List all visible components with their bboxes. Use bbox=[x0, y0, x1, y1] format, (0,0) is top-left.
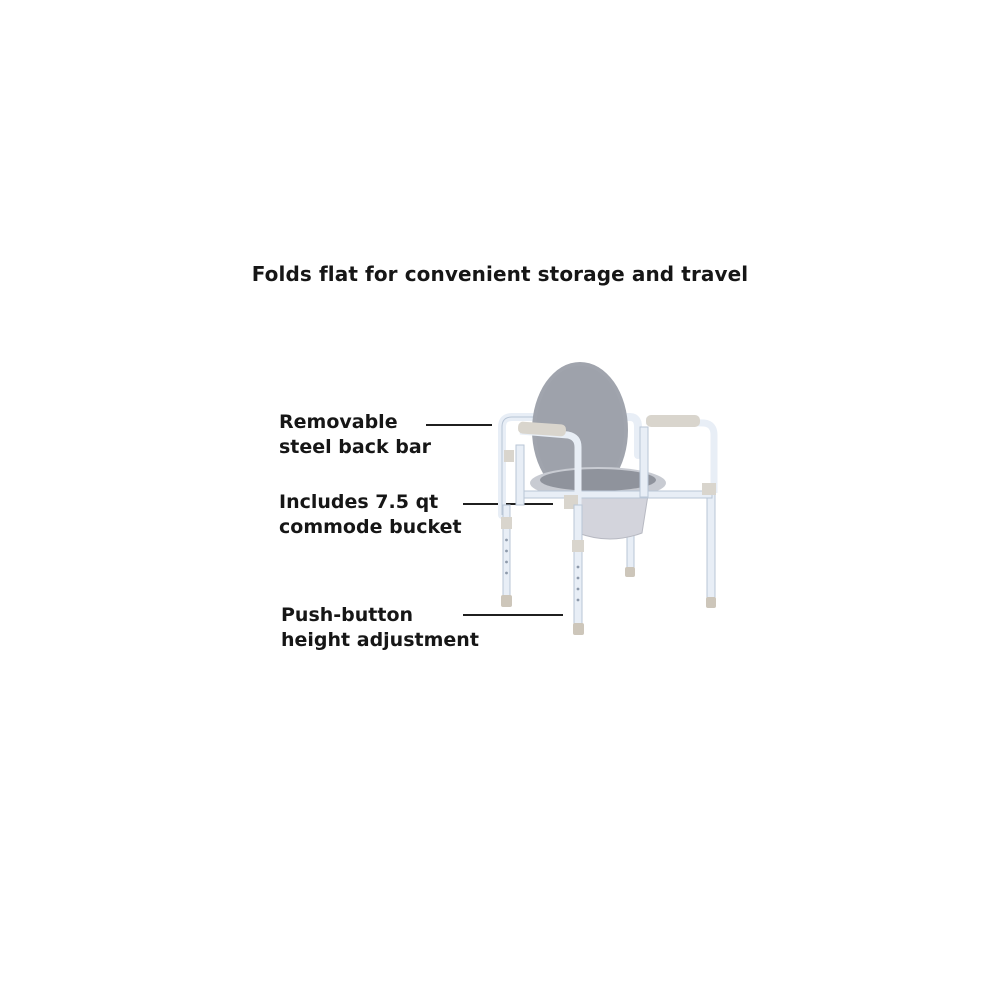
front-legs bbox=[503, 505, 582, 630]
callout-bucket-line1: Includes 7.5 qt bbox=[279, 491, 439, 513]
callout-height-line2: height adjustment bbox=[281, 629, 479, 651]
headline: Folds flat for convenient storage and travel bbox=[251, 262, 749, 286]
foot-back-left bbox=[625, 567, 635, 577]
callout-back-bar-line1: Removable bbox=[279, 411, 398, 433]
callout-back-bar bbox=[279, 410, 431, 460]
callout-height-line1: Push-button bbox=[281, 604, 414, 626]
callout-bucket bbox=[279, 490, 462, 540]
foot-front-right bbox=[573, 623, 584, 635]
joint-right bbox=[702, 483, 716, 495]
callout-back-bar-line2: steel back bar bbox=[279, 436, 432, 458]
foot-back-right bbox=[706, 597, 716, 608]
joint-left bbox=[504, 450, 514, 462]
commode-chair-illustration bbox=[480, 355, 740, 645]
leg-collar-left bbox=[501, 517, 512, 529]
commode-bucket bbox=[572, 495, 648, 539]
foot-front-left bbox=[501, 595, 512, 607]
callout-height-adjustment bbox=[281, 603, 479, 653]
leg-collar-right bbox=[572, 540, 584, 552]
callout-bucket-line2: commode bucket bbox=[279, 516, 462, 538]
height-adjust-holes bbox=[505, 539, 579, 602]
